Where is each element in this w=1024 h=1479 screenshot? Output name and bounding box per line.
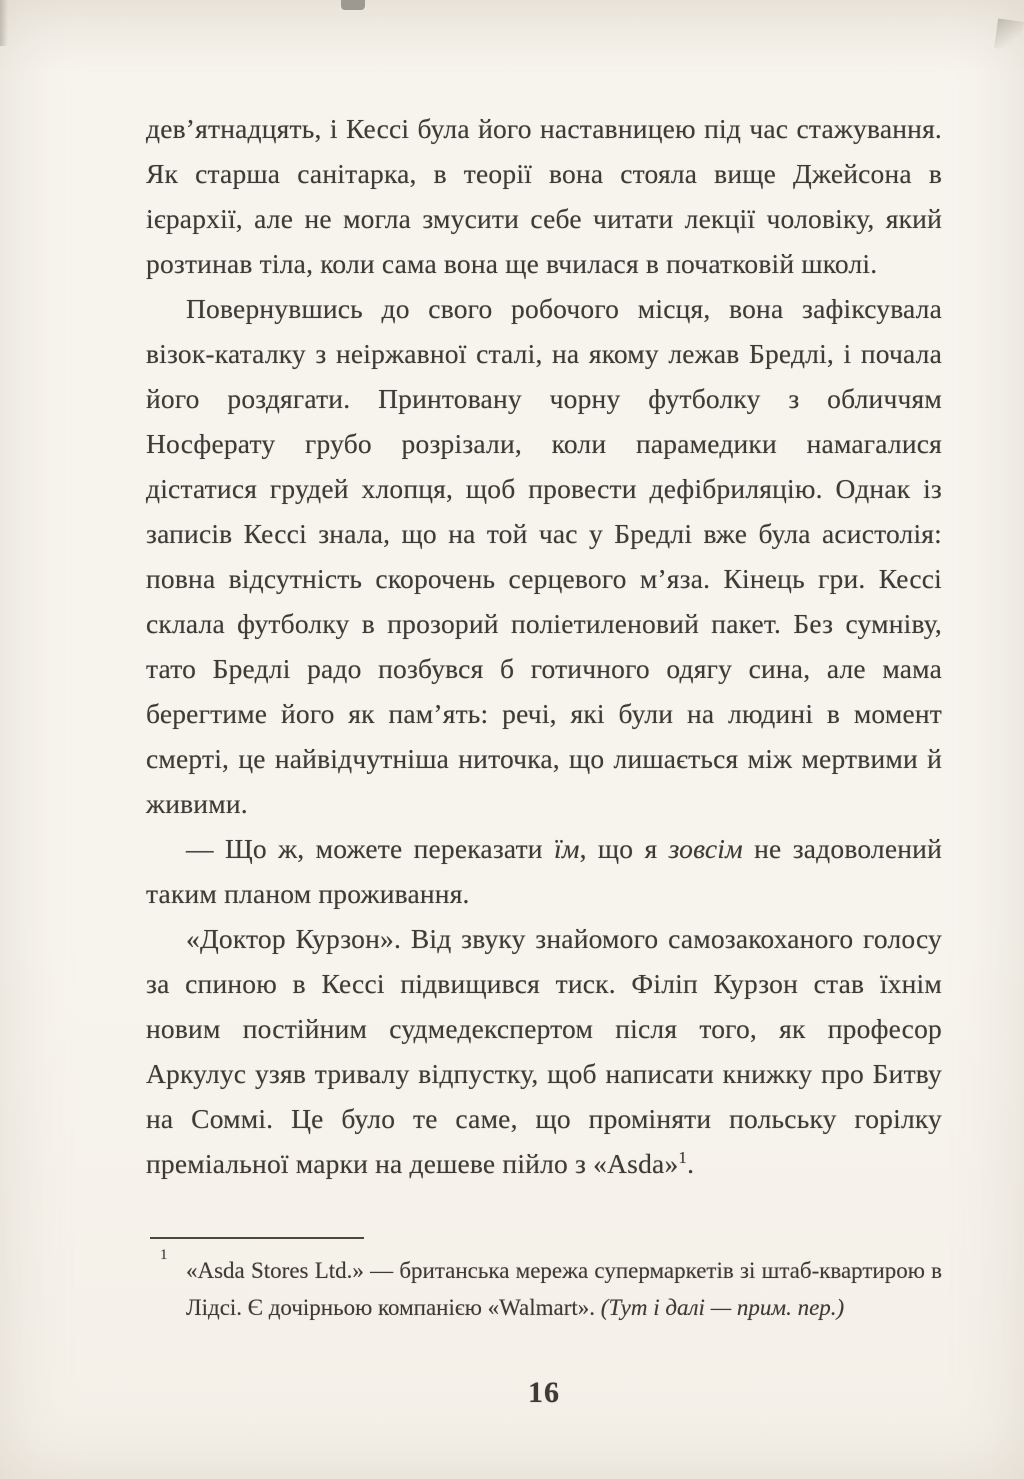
text-run: «Asda Stores Ltd.» — британська мережа супермаркетів зі штаб-квартирою в Лідсі. Є дочірньою компанією «Walmart». — [186, 1258, 942, 1320]
text-run: не задоволений таким планом проживання. — [146, 833, 942, 909]
text-run: «Доктор Курзон». Від звуку знайомого самозакоханого голосу за спиною в Кессі підвищився тиск. Філіп Курзон став їхнім новим постійним судмедекспертом після того, як професор Аркулус узяв тривалу відпустку, щоб написати книжку про Битву на Соммі. Це було те саме, що проміняти польську горілку преміальної марки на дешеве пійло з «Asda» — [146, 923, 942, 1179]
body-text — [146, 106, 942, 1186]
footnote-separator — [150, 1237, 364, 1239]
paragraph — [146, 106, 942, 286]
text-run: дев’ятнадцять, і Кессі була його наставницею під час стажування. Як старша санітарка, в теорії вона стояла вище Джейсона в ієрархії, але не могла змусити себе читати лекції чоловіку, який розтинав тіла, коли сама вона ще вчилася в початковій школі. — [146, 113, 942, 279]
scan-artifact — [994, 18, 1024, 51]
footnote-marker: 1 — [160, 1247, 168, 1263]
text-run: , що я — [579, 833, 669, 864]
text-run: . — [687, 1148, 695, 1179]
scan-artifact — [341, 0, 365, 10]
scan-artifact — [0, 0, 8, 46]
emphasized-text: їм — [553, 833, 580, 864]
emphasized-text: зовсім — [668, 833, 743, 864]
footnote-body — [186, 1252, 942, 1326]
paragraph — [146, 916, 942, 1186]
paragraph — [146, 826, 942, 916]
footnote-reference: 1 — [678, 1147, 688, 1167]
footnote — [148, 1247, 942, 1326]
text-run: — Що ж, можете переказати — [186, 833, 554, 864]
paragraph — [146, 286, 942, 826]
emphasized-text: (Тут і далі — прим. пер.) — [600, 1295, 845, 1320]
text-run: Повернувшись до свого робочого місця, вона зафіксувала візок-каталку з неіржавної сталі, на якому лежав Бредлі, і почала його роздягати. Принтовану чорну футболку з обличчям Носферату грубо розрізали, коли парамедики намагалися дістатися грудей хлопця, щоб провести дефібриляцію. Однак із записів Кессі знала, що на той час у Бредлі вже була асистолія: повна відсутність скорочень серцевого м’яза. Кінець гри. Кессі склала футболку в прозорий поліетиленовий пакет. Без сумніву, тато Бредлі радо позбувся б готичного одягу сина, але мама берегтиме його як пам’ять: речі, які були на людині в момент смерті, це найвідчутніша ниточка, що лишається між мертвими й живими. — [146, 293, 942, 819]
page-number: 16 — [528, 1376, 560, 1409]
